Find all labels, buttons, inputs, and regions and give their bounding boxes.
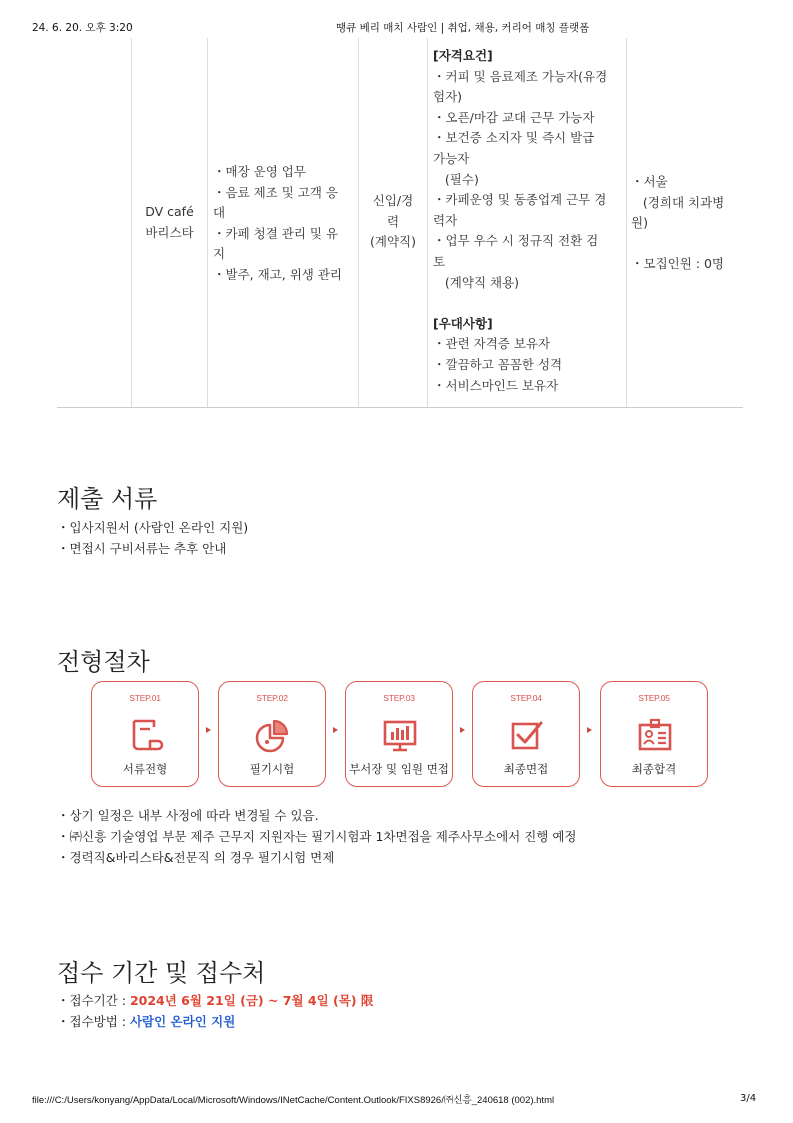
- step-label: STEP.01: [129, 693, 161, 703]
- job-title-cell: DV café 바리스타: [145, 204, 194, 240]
- application-title: 접수 기간 및 접수처: [57, 959, 266, 987]
- step-1: [91, 681, 199, 787]
- application-period: ・접수기간 : 2024년 6월 21일 (금) ~ 7월 4일 (목) 限: [57, 993, 374, 1008]
- print-file-path: file:///C:/Users/konyang/AppData/Local/Microsoft/Windows/INetCache/Content.Outlook/FIXS8926/㈜신흥_240618 (002).html: [32, 1095, 555, 1106]
- job-table: [57, 38, 743, 408]
- checkbox-icon: [507, 715, 547, 755]
- list-item: ・㈜신흥 기술영업 부문 제주 근무지 지원자는 필기시험과 1차면접을 제주사무소에서 진행 예정: [57, 829, 577, 844]
- presentation-chart-icon: [380, 715, 420, 755]
- step-name: 부서장 및 임원 면접: [349, 762, 449, 776]
- qualifications-heading: [자격요건]: [433, 48, 493, 63]
- arrow-icon: [206, 727, 211, 733]
- arrow-icon: [333, 727, 338, 733]
- step-2: [218, 681, 326, 787]
- duties-cell: ・매장 운영 업무 ・음료 제조 및 고객 응 대 ・카페 청결 관리 및 유 지 ・발주, 재고, 위생 관리: [213, 164, 342, 282]
- process-notes: [57, 805, 576, 868]
- pie-chart-icon: [253, 715, 293, 755]
- employment-type-cell: 신입/경 력 (계약직): [370, 193, 416, 250]
- preferences-heading: [우대사항]: [433, 315, 493, 331]
- documents-title: 제출 서류: [57, 485, 158, 513]
- step-label: STEP.04: [510, 693, 542, 703]
- step-5: [600, 681, 708, 787]
- step-label: STEP.02: [256, 693, 288, 703]
- step-name: 필기시험: [249, 762, 295, 776]
- arrow-icon: [587, 727, 592, 733]
- list-item: ・면접시 구비서류는 추후 안내: [57, 541, 227, 556]
- step-3: [345, 681, 453, 787]
- documents-list: [57, 517, 248, 559]
- print-datetime: 24. 6. 20. 오후 3:20: [32, 22, 133, 34]
- step-name: 서류전형: [122, 762, 168, 776]
- list-item: ・상기 일정은 내부 사정에 따라 변경될 수 있음.: [57, 808, 319, 823]
- step-name: 최종합격: [631, 762, 677, 776]
- process-title: 전형절차: [57, 648, 150, 676]
- qualifications-cell: [자격요건] ・커피 및 음료제조 가능자(유경 험자) ・오픈/마감 교대 근무 가능자 ・보건증 소지자 및 즉시 발급 가능자 (필수) ・카페운영 및 동종업계 근무 경 력자 ・업무 우수 시 정규직 전환 검 토 (계약직 채용) [우대사항] ・관련 자격증 보유자 ・깔끔하고 꼼꼼한 성격 ・서비스마인드 보유자: [433, 46, 623, 396]
- application-info: [57, 990, 373, 1032]
- application-method: ・접수방법 : 사람인 온라인 지원: [57, 1014, 236, 1029]
- headcount: ・모집인원 : 0명: [631, 256, 724, 272]
- page-number: 3/4: [740, 1093, 757, 1104]
- print-title: 땡큐 베리 매치 사람인 | 취업, 채용, 커리어 매칭 플랫폼: [336, 22, 590, 34]
- step-label: STEP.03: [383, 693, 415, 703]
- location-cell: ・서울 (경희대 치과병 원) ・모집인원 : 0명: [631, 172, 739, 275]
- step-label: STEP.05: [638, 693, 670, 703]
- id-badge-icon: [635, 715, 675, 755]
- arrow-icon: [460, 727, 465, 733]
- process-steps: [91, 681, 711, 787]
- step-4: [472, 681, 580, 787]
- list-item: ・경력직&바리스타&전문직 의 경우 필기시험 면제: [57, 850, 335, 865]
- step-name: 최종면접: [503, 762, 549, 776]
- document-icon: [126, 715, 166, 755]
- list-item: ・입사지원서 (사람인 온라인 지원): [57, 520, 249, 535]
